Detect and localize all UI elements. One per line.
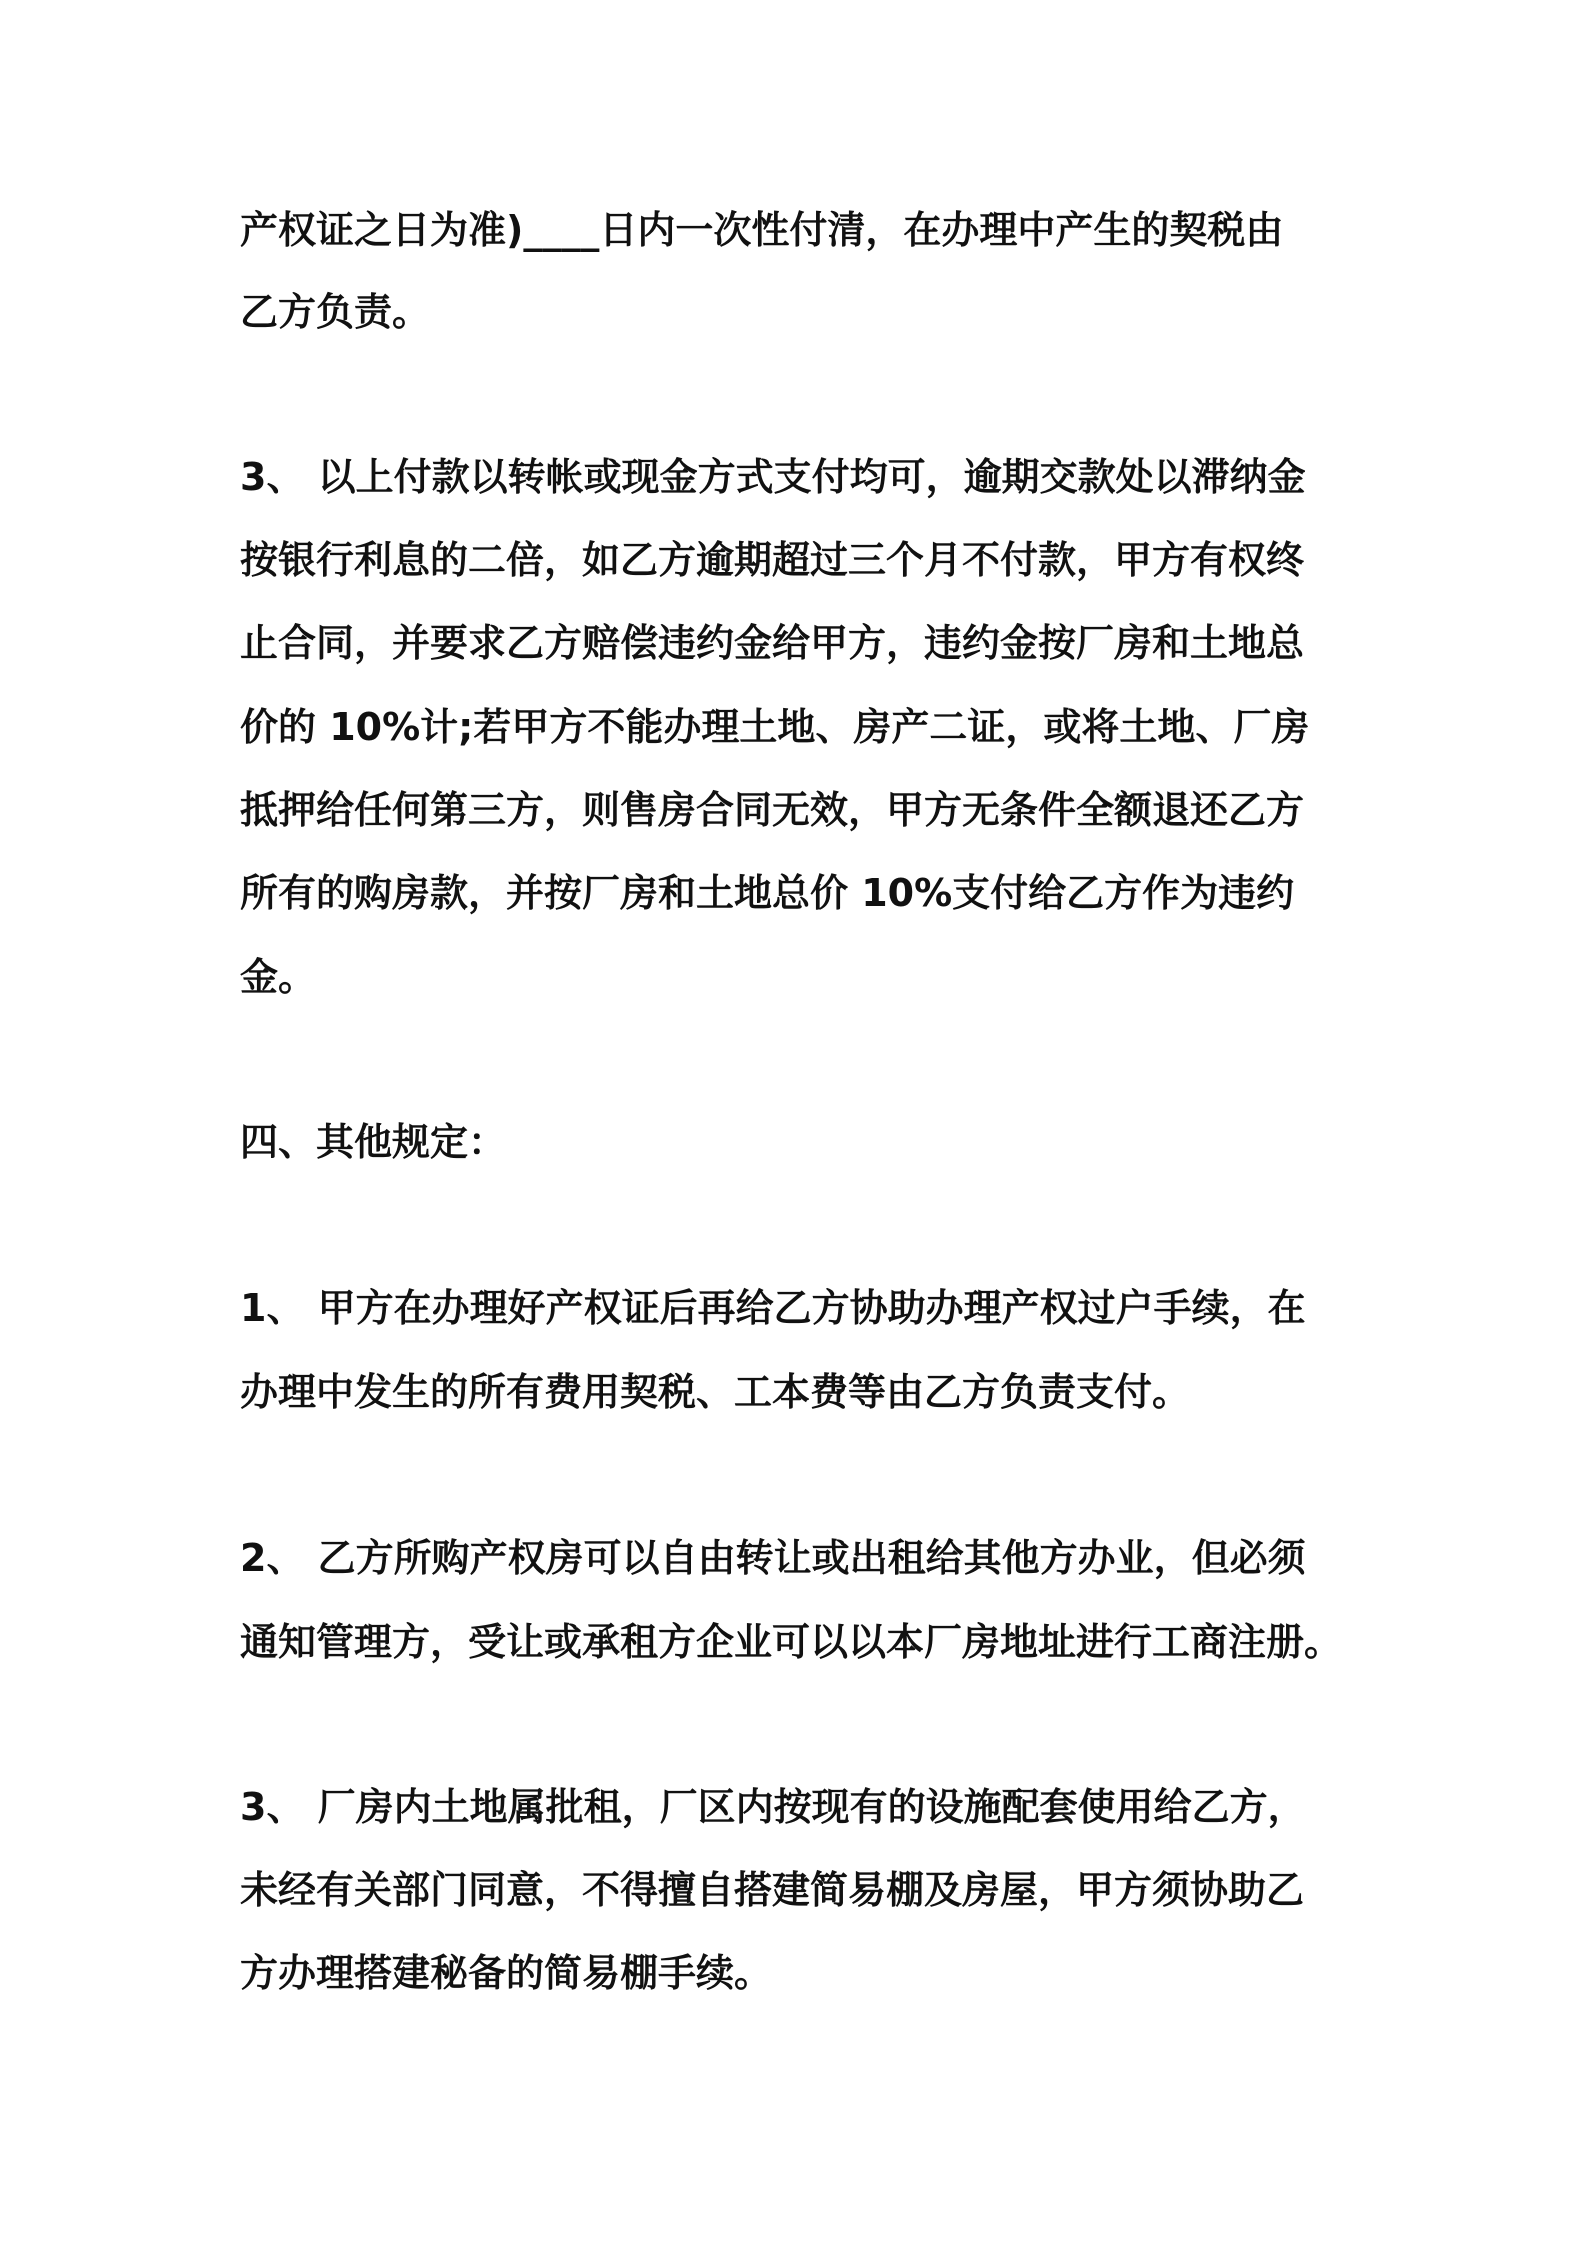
- text-line: 2、 乙方所购产权房可以自由转让或出租给其他方办业，但必须: [240, 1536, 1306, 1580]
- section-heading: 四、其他规定：: [240, 1120, 507, 1164]
- text-line: 止合同，并要求乙方赔偿违约金给甲方，违约金按厂房和土地总: [240, 621, 1305, 665]
- text-line: 抵押给任何第三方，则售房合同无效，甲方无条件全额退还乙方: [240, 788, 1305, 832]
- text-line: 所有的购房款，并按厂房和土地总价 10%支付给乙方作为违约: [240, 871, 1295, 915]
- text-line: 办理中发生的所有费用契税、工本费等由乙方负责支付。: [240, 1370, 1191, 1414]
- text-line: 3、 厂房内土地属批租，厂区内按现有的设施配套使用给乙方，: [240, 1785, 1306, 1829]
- text-line: 按银行利息的二倍，如乙方逾期超过三个月不付款，甲方有权终: [240, 538, 1305, 582]
- text-line: 价的 10%计;若甲方不能办理土地、房产二证，或将土地、厂房: [240, 705, 1310, 749]
- text-line: 方办理搭建秘备的简易棚手续。: [240, 1951, 773, 1995]
- text-line: 产权证之日为准)____日内一次性付清，在办理中产生的契税由: [240, 208, 1284, 252]
- text-line: 1、 甲方在办理好产权证后再给乙方协助办理产权过户手续，在: [240, 1286, 1306, 1330]
- text-line: 3、 以上付款以转帐或现金方式支付均可，逾期交款处以滞纳金: [240, 455, 1306, 499]
- text-line: 未经有关部门同意，不得擅自搭建简易棚及房屋，甲方须协助乙: [240, 1868, 1305, 1912]
- text-line: 通知管理方，受让或承租方企业可以以本厂房地址进行工商注册。: [240, 1620, 1343, 1664]
- text-line: 金。: [240, 955, 317, 999]
- text-line: 乙方负责。: [240, 290, 431, 334]
